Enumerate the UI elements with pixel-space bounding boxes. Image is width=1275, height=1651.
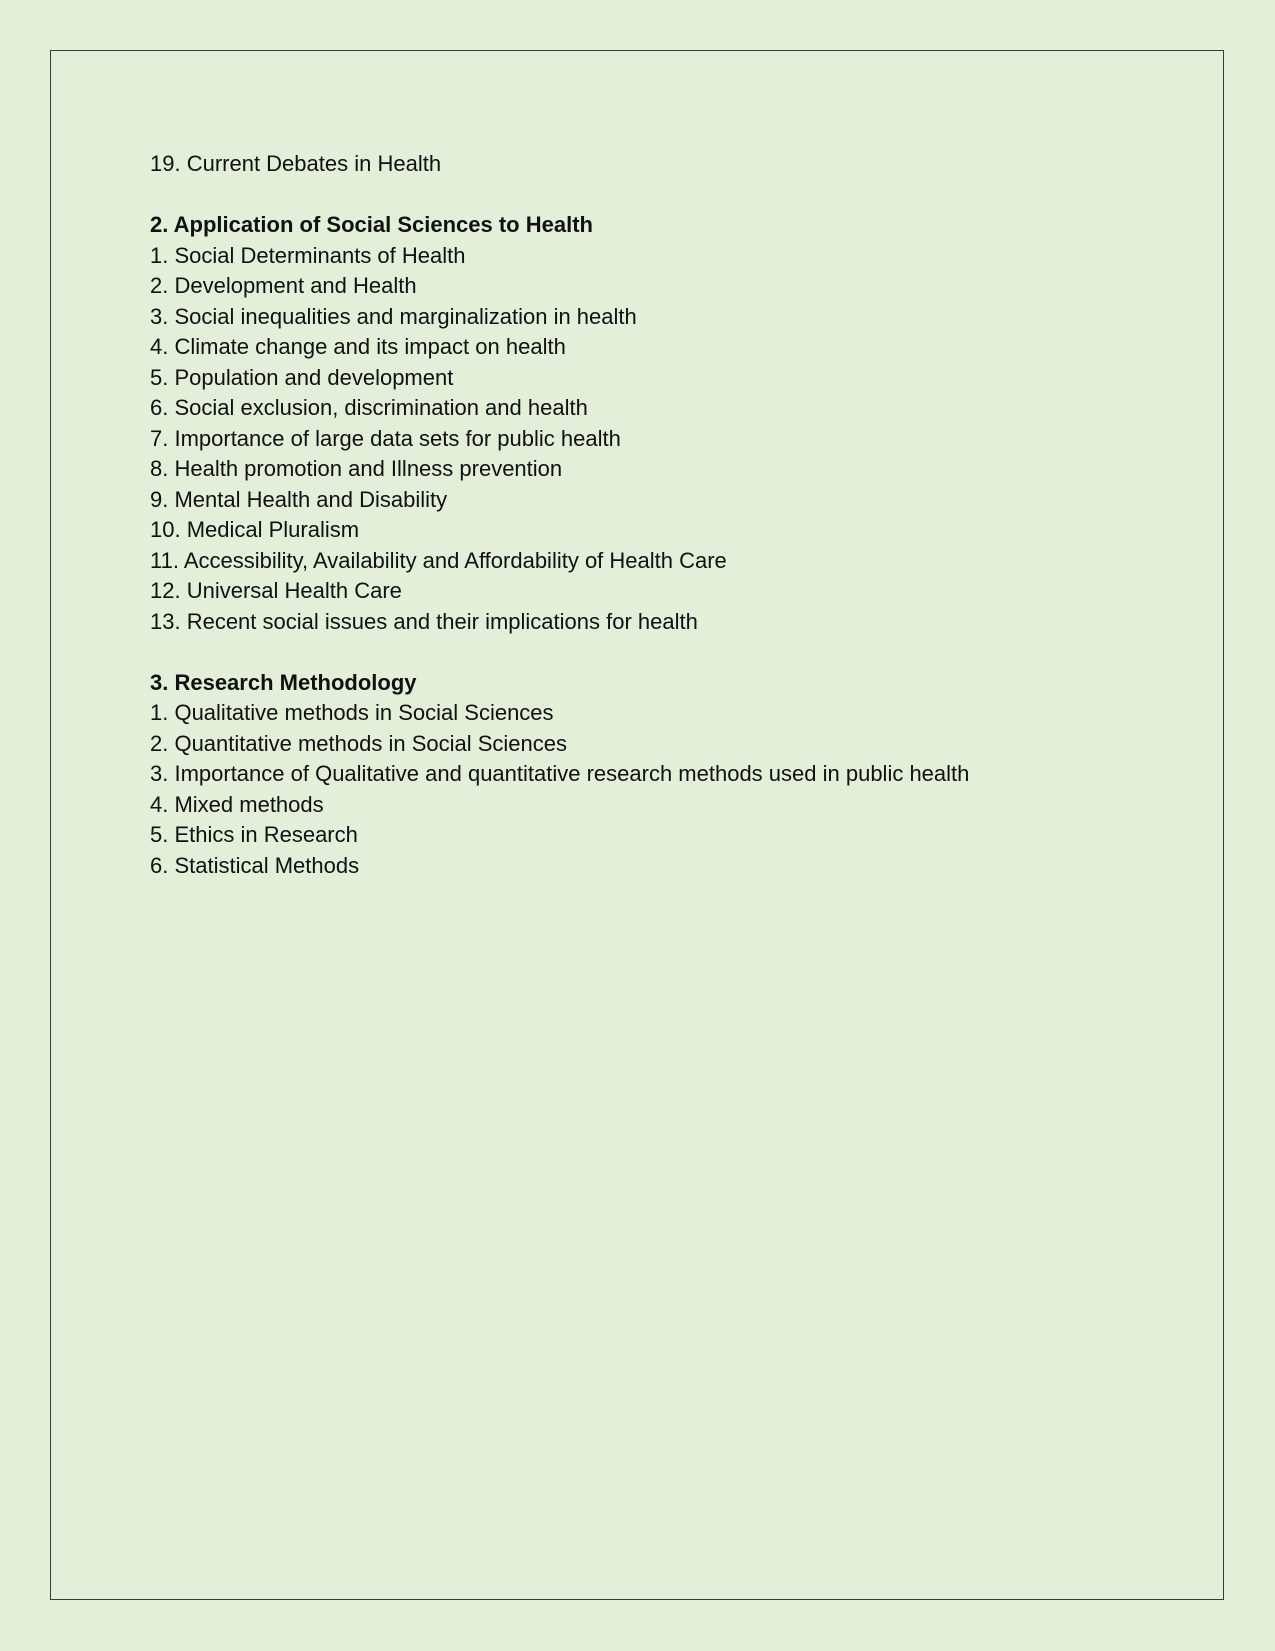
list-item: 5. Ethics in Research [150,822,358,847]
section-application-of-social-sciences [150,210,1190,637]
list-item: 6. Statistical Methods [150,852,360,878]
section-research-methodology [150,668,1190,882]
list-item: 2. Development and Health [150,273,417,298]
section-spacer [150,180,1190,211]
list-item: 9. Mental Health and Disability [150,486,448,512]
section-spacer [150,637,1190,668]
list-item: 3. Social inequalities and marginalization in health [150,303,637,329]
list-item: 19. Current Debates in Health [150,151,442,176]
list-item: 4. Climate change and its impact on health [150,334,566,359]
list-item: 4. Mixed methods [150,791,324,817]
list-item: 7. Importance of large data sets for public health [150,425,621,451]
section-heading: 3. Research Methodology [150,669,417,695]
list-item: 10. Medical Pluralism [150,517,360,542]
list-item: 12. Universal Health Care [150,578,402,603]
list-item: 11. Accessibility, Availability and Affordability of Health Care [150,547,727,573]
document-content [150,149,1190,881]
list-item: 2. Quantitative methods in Social Sciences [150,730,568,756]
list-item: 8. Health promotion and Illness prevention [150,456,563,481]
section-heading: 2. Application of Social Sciences to Health [150,212,593,237]
list-item: 5. Population and development [150,364,454,390]
list-item: 3. Importance of Qualitative and quantitative research methods used in public health [150,761,970,786]
list-item: 1. Social Determinants of Health [150,242,466,268]
list-item: 13. Recent social issues and their implications for health [150,608,698,634]
list-item: 1. Qualitative methods in Social Sciences [150,700,554,725]
list-item: 6. Social exclusion, discrimination and health [150,395,588,420]
